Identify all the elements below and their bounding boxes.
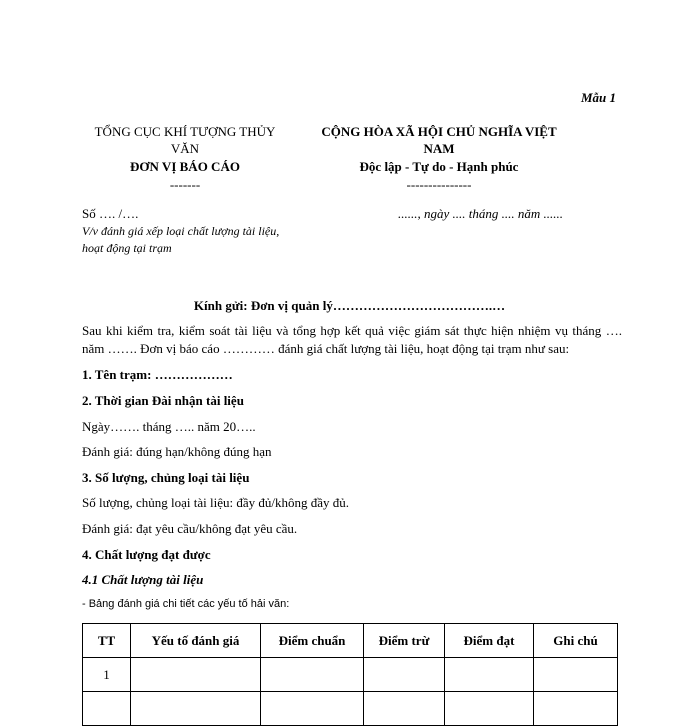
table-header-cell: Điểm chuẩn	[261, 624, 364, 658]
table-header-row	[83, 624, 618, 658]
section-4-1-title: 4.1 Chất lượng tài liệu	[82, 572, 204, 587]
table-caption: - Bảng đánh giá chi tiết các yếu tố hải văn:	[82, 598, 290, 610]
table-cell: 1	[83, 658, 131, 692]
table-header-cell: Ghi chú	[534, 624, 618, 658]
section-4-title: 4. Chất lượng đạt được	[82, 547, 211, 562]
table-cell	[364, 692, 445, 726]
timeliness-evaluation: Đánh giá: đúng hạn/không đúng hạn	[82, 444, 272, 459]
table-cell	[534, 658, 618, 692]
table-cell	[261, 692, 364, 726]
section-1-title: 1. Tên trạm: ………………	[82, 367, 233, 382]
table-cell	[364, 658, 445, 692]
header-right-divider: ---------------	[406, 177, 472, 192]
document-number: Số …. /….	[82, 206, 139, 221]
header-right	[308, 123, 570, 193]
table-header-cell: TT	[83, 624, 131, 658]
header-left	[82, 123, 288, 193]
country-name: CỘNG HÒA XÃ HỘI CHỦ NGHĨA VIỆT NAM	[321, 124, 557, 156]
table-cell	[131, 658, 261, 692]
table-row	[83, 658, 618, 692]
table-cell	[445, 658, 534, 692]
form-code: Mẫu 1	[580, 90, 616, 105]
table-cell	[131, 692, 261, 726]
quantity-evaluation: Đánh giá: đạt yêu cầu/không đạt yêu cầu.	[82, 521, 298, 536]
recipient-line: Kính gửi: Đơn vị quản lý……………………………….…	[193, 298, 506, 313]
receive-date: Ngày……. tháng ….. năm 20…..	[82, 419, 256, 434]
date-line: ......, ngày .... tháng .... năm ......	[398, 206, 564, 221]
table-cell	[83, 692, 131, 726]
table-header-cell: Yếu tố đánh giá	[131, 624, 261, 658]
table-cell	[261, 658, 364, 692]
section-3-title: 3. Số lượng, chủng loại tài liệu	[82, 470, 250, 485]
section-2-title: 2. Thời gian Đài nhận tài liệu	[82, 393, 244, 408]
document-subject: V/v đánh giá xếp loại chất lượng tài liệu, hoạt động tại trạm	[82, 224, 280, 255]
header-left-divider: -------	[169, 177, 201, 192]
issuing-org: TỔNG CỤC KHÍ TƯỢNG THỦY VĂN	[94, 124, 276, 156]
reporting-unit: ĐƠN VỊ BÁO CÁO	[130, 159, 240, 174]
table-row	[83, 692, 618, 726]
national-motto: Độc lập - Tự do - Hạnh phúc	[359, 159, 519, 174]
table-header-cell: Điểm trừ	[364, 624, 445, 658]
table-header-cell: Điểm đạt	[445, 624, 534, 658]
table-cell	[534, 692, 618, 726]
quantity-statement: Số lượng, chủng loại tài liệu: đầy đủ/không đầy đủ.	[82, 495, 350, 510]
evaluation-table	[82, 623, 618, 726]
table-cell	[445, 692, 534, 726]
intro-paragraph: Sau khi kiểm tra, kiểm soát tài liệu và tổng hợp kết quả việc giám sát thực hiện nhiệm vụ tháng …. năm ……. Đơn vị báo cáo ………… đánh giá chất lượng tài liệu, hoạt động tại trạm như sau:	[82, 323, 622, 356]
